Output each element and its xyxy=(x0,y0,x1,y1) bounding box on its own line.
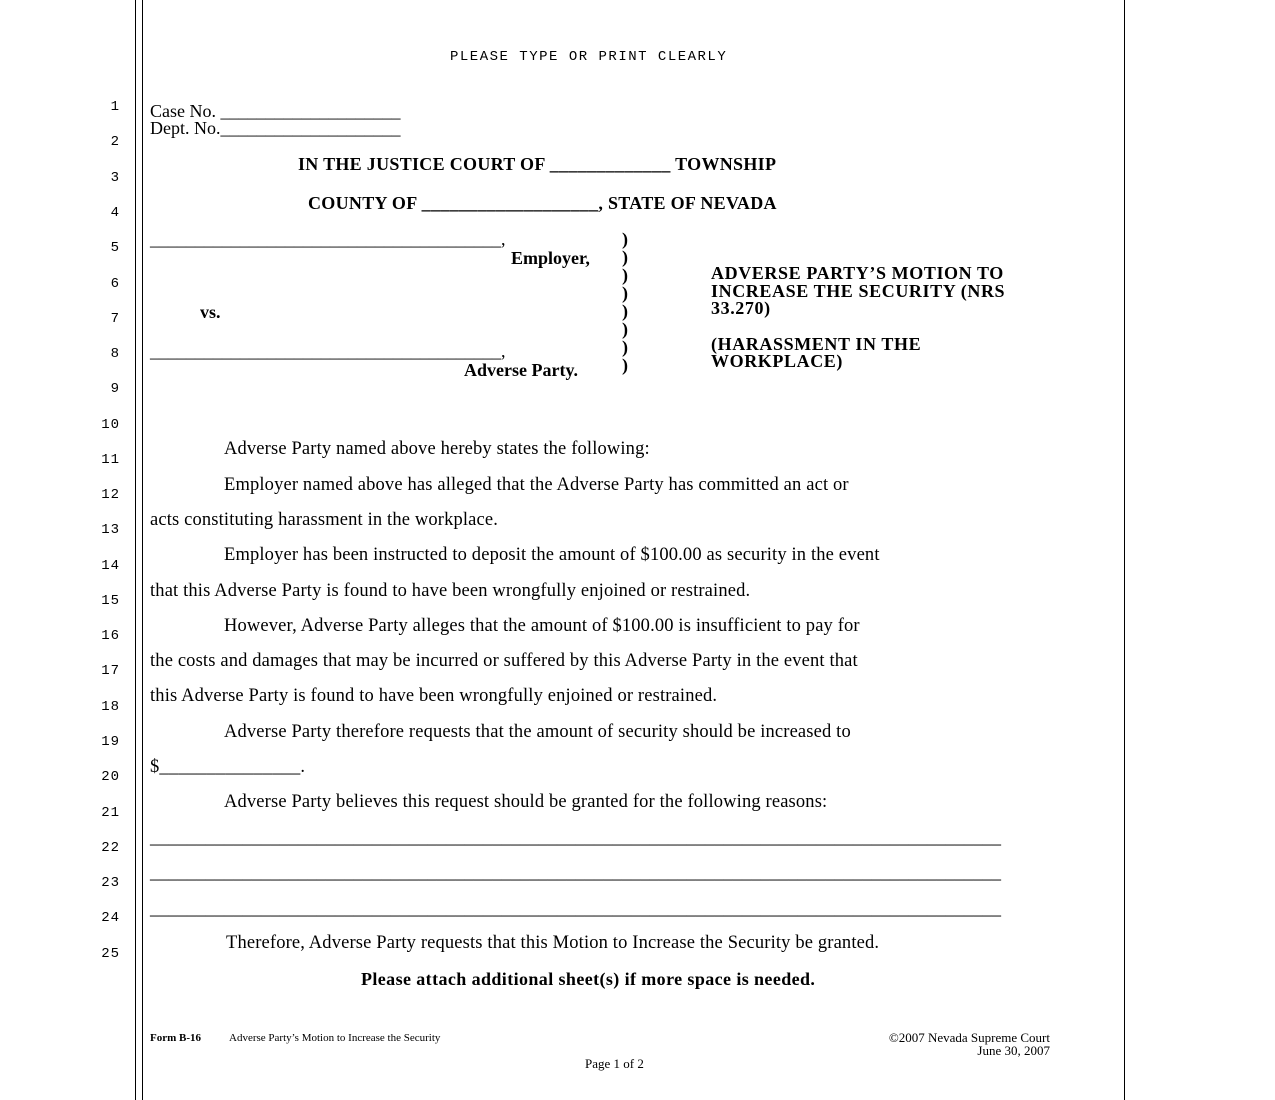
line-number: 12 xyxy=(101,487,120,503)
employer-name-blank[interactable]: _______________________________________, xyxy=(150,229,506,249)
page-number: Page 1 of 2 xyxy=(585,1056,644,1071)
copyright: ©2007 Nevada Supreme Court xyxy=(888,1030,1050,1045)
allegation-line: Employer named above has alleged that the Adverse Party has committed an act or xyxy=(224,475,849,495)
caption-paren: ) xyxy=(622,229,628,249)
motion-title-line: 33.270) xyxy=(711,298,771,318)
line-number: 25 xyxy=(101,946,120,962)
conclusion-line: Therefore, Adverse Party requests that this Motion to Increase the Security be granted. xyxy=(226,933,880,953)
caption-paren: ) xyxy=(622,247,628,267)
caption-paren: ) xyxy=(622,283,628,303)
line-number: 11 xyxy=(101,452,120,468)
attach-sheets-note: Please attach additional sheet(s) if more space is needed. xyxy=(361,969,816,989)
line-number: 10 xyxy=(101,417,120,433)
form-title: Adverse Party’s Motion to Increase the Security xyxy=(229,1032,441,1044)
deposit-line: that this Adverse Party is found to have been wrongfully enjoined or restrained. xyxy=(150,581,751,601)
adverse-party-label: Adverse Party. xyxy=(464,360,578,380)
line-number: 22 xyxy=(101,840,120,856)
line-number: 15 xyxy=(101,593,120,609)
line-number: 23 xyxy=(101,875,120,891)
right-margin-rule xyxy=(1124,0,1125,1100)
line-number: 6 xyxy=(110,276,120,292)
line-number: 14 xyxy=(101,558,120,574)
reasons-intro: Adverse Party believes this request should be granted for the following reasons: xyxy=(224,792,828,812)
line-number: 20 xyxy=(101,769,120,785)
motion-subtitle-line: WORKPLACE) xyxy=(711,351,843,371)
line-number: 24 xyxy=(101,910,120,926)
line-number: 9 xyxy=(110,381,120,397)
reason-blank-line[interactable]: ____________________________________________________________________________________________ xyxy=(150,828,1001,848)
line-number: 18 xyxy=(101,699,120,715)
caption-paren: ) xyxy=(622,301,628,321)
insufficient-line: the costs and damages that may be incurred or suffered by this Adverse Party in the event that xyxy=(150,651,858,671)
insufficient-line: However, Adverse Party alleges that the amount of $100.00 is insufficient to pay for xyxy=(224,616,860,636)
court-heading: IN THE JUSTICE COURT OF _____________ TOWNSHIP xyxy=(298,154,777,174)
line-number: 17 xyxy=(101,663,120,679)
form-id: Form B-16 xyxy=(150,1032,202,1044)
left-margin-rule-outer xyxy=(135,0,136,1100)
versus-label: vs. xyxy=(200,302,221,322)
statement-intro: Adverse Party named above hereby states the following: xyxy=(224,439,650,459)
case-number-field[interactable]: Case No. ____________________ xyxy=(150,101,401,121)
county-heading: COUNTY OF ___________________, STATE OF NEVADA xyxy=(308,193,777,213)
motion-title-line: INCREASE THE SECURITY (NRS xyxy=(711,281,1006,301)
line-number: 21 xyxy=(101,805,120,821)
reason-blank-line[interactable]: ____________________________________________________________________________________________ xyxy=(150,863,1001,883)
left-margin-rule-inner xyxy=(142,0,143,1100)
line-number: 16 xyxy=(101,628,120,644)
caption-paren: ) xyxy=(622,265,628,285)
line-number: 1 xyxy=(110,99,120,115)
print-instruction: PLEASE TYPE OR PRINT CLEARLY xyxy=(450,49,728,65)
line-number: 8 xyxy=(110,346,120,362)
caption-paren: ) xyxy=(622,337,628,357)
dept-number-field[interactable]: Dept. No.____________________ xyxy=(150,118,401,138)
line-number: 3 xyxy=(110,170,120,186)
reason-blank-line[interactable]: ____________________________________________________________________________________________ xyxy=(150,899,1001,919)
line-number: 5 xyxy=(110,240,120,256)
caption-paren: ) xyxy=(622,319,628,339)
security-amount-field[interactable]: $_______________. xyxy=(150,757,306,777)
revision-date: June 30, 2007 xyxy=(977,1043,1050,1058)
caption-paren: ) xyxy=(622,355,628,375)
allegation-line: acts constituting harassment in the workplace. xyxy=(150,510,499,530)
adverse-party-name-blank[interactable]: _______________________________________, xyxy=(150,341,506,361)
insufficient-line: this Adverse Party is found to have been wrongfully enjoined or restrained. xyxy=(150,686,718,706)
line-number: 7 xyxy=(110,311,120,327)
line-number: 13 xyxy=(101,522,120,538)
motion-subtitle-line: (HARASSMENT IN THE xyxy=(711,334,922,354)
line-number: 2 xyxy=(110,134,120,150)
deposit-line: Employer has been instructed to deposit the amount of $100.00 as security in the event xyxy=(224,545,880,565)
request-line: Adverse Party therefore requests that the amount of security should be increased to xyxy=(224,722,851,742)
employer-label: Employer, xyxy=(511,248,590,268)
line-number: 19 xyxy=(101,734,120,750)
line-number: 4 xyxy=(110,205,120,221)
motion-title-line: ADVERSE PARTY’S MOTION TO xyxy=(711,263,1004,283)
